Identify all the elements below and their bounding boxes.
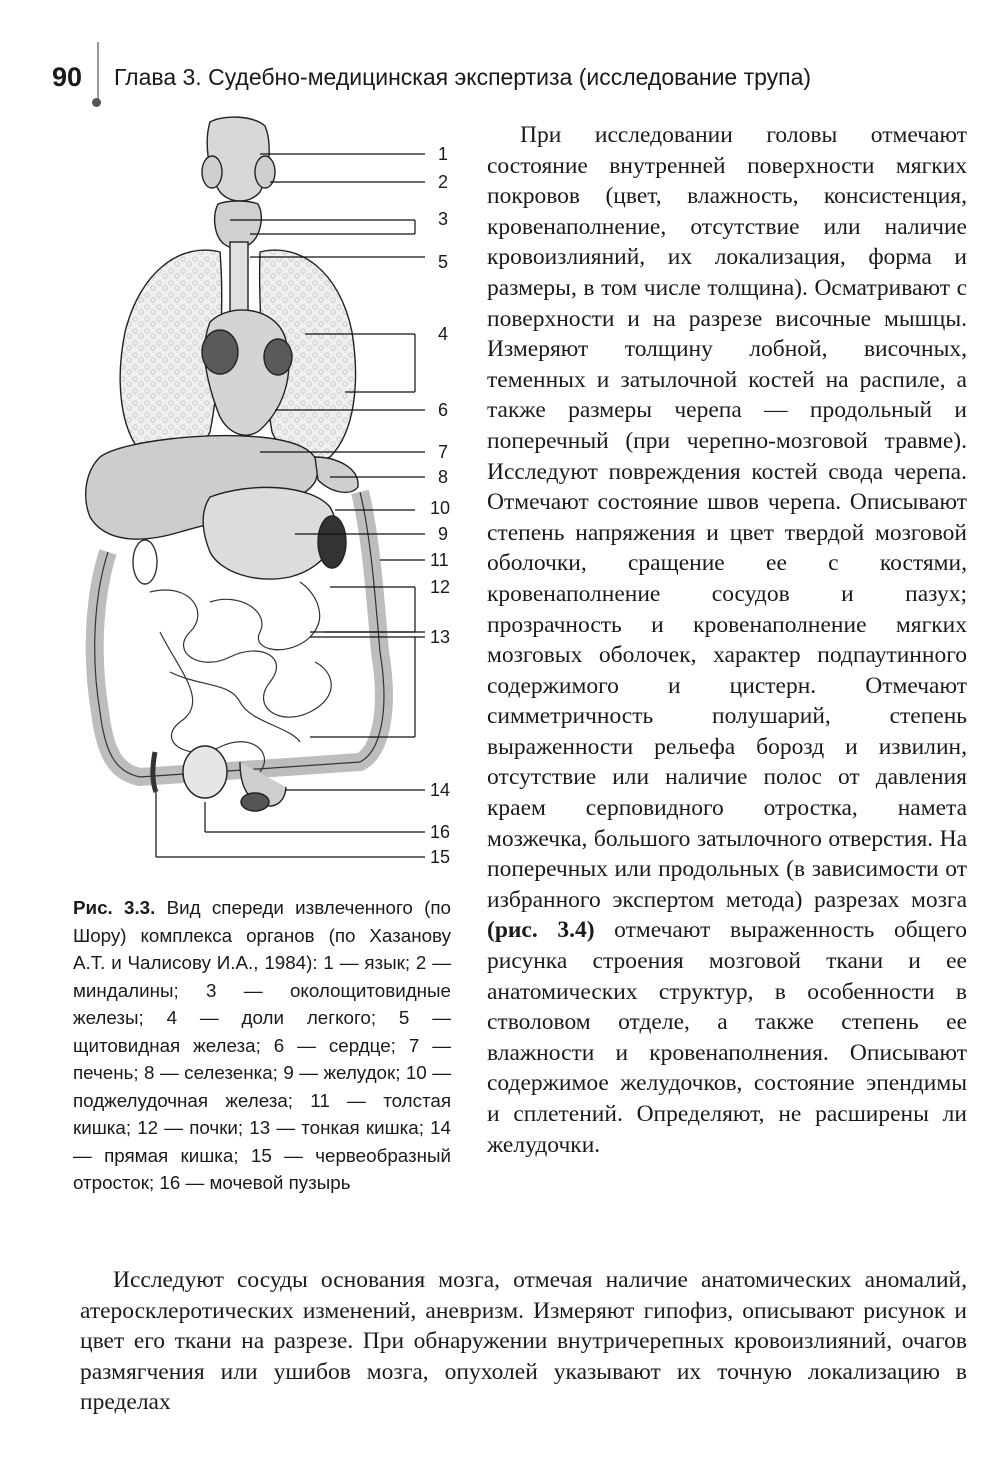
- paragraph-2: Исследуют сосуды основания мозга, отмечая наличие анатомических аномалий, атеросклеротических изменений, аневризм. Измеряют гипофиз, описывают рисунок и цвет его ткани на разрезе. При обнаружении внутричерепных кровоизлияний, очагов размягчения или ушибов мозга, опухолей указывают их точную локализацию в пределах: [80, 1267, 967, 1416]
- main-text-column: [487, 120, 967, 1160]
- bladder: [183, 746, 227, 798]
- callout-7: 7: [438, 442, 449, 462]
- small-intestine: [150, 582, 331, 772]
- caption-label: Рис. 3.3.: [73, 897, 156, 918]
- kidney-left: [133, 540, 157, 584]
- caption-text: Вид спереди извлеченного (по Шору) комплекса органов (по Хазанову А.Т. и Чалисову И.А., 1984): 1 — язык; 2 — миндалины; 3 — околощитовидные железы; 4 — доли легкого; 5 — щитовидная железа; 6 — сердце; 7 — печень; 8 — селезенка; 9 — желудок; 10 — поджелудочная железа; 11 — толстая кишка; 12 — почки; 13 — тонкая кишка; 14 — прямая кишка; 15 — червеобразный отросток; 16 — мочевой пузырь: [73, 897, 452, 1193]
- organ-illustration: [60, 112, 470, 882]
- callout-5: 5: [438, 252, 449, 272]
- callout-3: 3: [438, 209, 449, 229]
- bottom-text: [80, 1265, 967, 1418]
- tonsils: [202, 156, 222, 188]
- callout-10: 10: [430, 498, 451, 518]
- chapter-title: Глава 3. Судебно-медицинская экспертиза (исследование трупа): [114, 64, 812, 90]
- callout-8: 8: [438, 467, 449, 487]
- callout-9: 9: [438, 524, 449, 544]
- callout-11: 11: [430, 550, 449, 570]
- figure-caption: [73, 894, 451, 1197]
- header-marker: [92, 98, 101, 107]
- callout-12: 12: [430, 577, 451, 597]
- paragraph-1: [487, 120, 967, 1160]
- callout-4: 4: [438, 324, 449, 344]
- callout-13: 13: [430, 627, 451, 647]
- header-divider: [97, 42, 99, 100]
- page-number: 90: [52, 62, 83, 92]
- callout-6: 6: [438, 400, 449, 420]
- callout-2: 2: [438, 172, 449, 192]
- paragraph-1-part2: отмечают выраженность общего рисунка строения мозговой ткани и ее анатомических структур, в особенности в стволовом отделе, а также степень ее влажности и кровенаполнения. Описывают содержимое желудочков, состояние эпендимы и сплетений. Определяют, не расширены ли желудочки.: [487, 917, 967, 1158]
- spleen: [315, 457, 358, 492]
- callout-1: 1: [438, 144, 449, 164]
- kidney-right: [318, 516, 346, 568]
- stomach: [203, 487, 335, 579]
- paragraph-1-part1: При исследовании головы отмечают состояние внутренней поверхности мягких покровов (цвет, влажность, консистенция, кровенаполнение, отсутствие или наличие кровоизлияний, их локализация, форма и размеры, в том числе толщина). Осматривают с поверхности и на разрезе височные мышцы. Измеряют толщину лобной, височных, теменных и затылочной костей на распиле, а также размеры черепа — продольный и поперечный (при черепно-мозговой травме). Исследуют повреждения костей свода черепа. Отмечают состояние швов черепа. Описывают степень напряжения и цвет твердой мозговой оболочки, сращение ее с костями, кровенаполнение сосудов и пазух; прозрачность и кровенаполнение мягких мозговых оболочек, характер подпаутинного содержимого и цистерн. Отмечают симметричность полушарий, степень выраженности рельефа борозд и извилин, отсутствие или наличие полос от давления краем серповидного отростка, намета мозжечка, большого затылочного отверстия. На поперечных или продольных (в зависимости от избранного экспертом метода) разрезах мозга: [487, 122, 967, 913]
- figure-reference: (рис. 3.4): [487, 917, 595, 944]
- callout-16: 16: [430, 822, 451, 842]
- callout-14: 14: [430, 780, 451, 800]
- trachea: [230, 242, 248, 312]
- callout-15: 15: [430, 847, 451, 867]
- organ-complex-figure: [60, 112, 470, 882]
